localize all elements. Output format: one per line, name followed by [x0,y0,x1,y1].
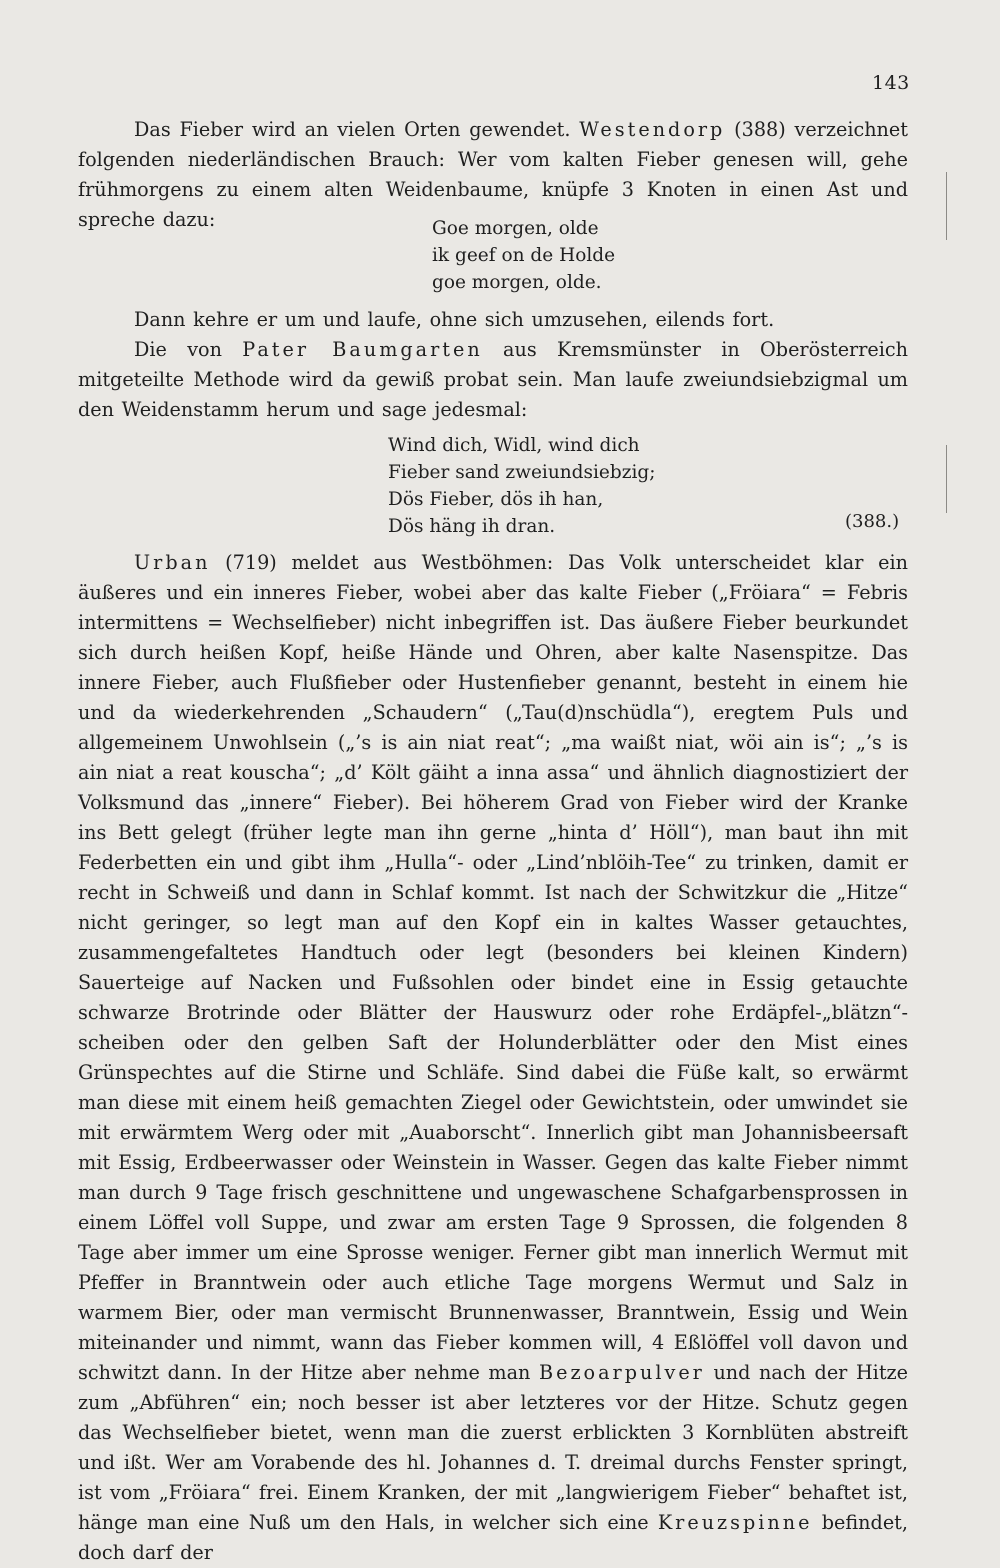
verse-line: goe morgen, olde. [432,272,602,293]
verse-dutch [432,215,615,296]
verse-line: Dös Fieber, dös ih han, [388,489,604,510]
paragraph-body-text: befindet, doch darf der [78,1511,908,1564]
author-name-baumgarten: Pater Baumgarten [242,338,483,361]
author-name-westendorp: Westendorp [579,118,726,141]
margin-line-lower [946,445,947,513]
paragraph-baumgarten [78,335,908,425]
paragraph-body-text: Dann kehre er um und laufe, ohne sich umzusehen, eilends fort. [134,308,775,331]
term-bezoarpulver: Bezoarpulver [538,1361,705,1384]
verse-citation: (388.) [845,511,900,532]
paragraph-body-text: und nach der Hitze zum „Abführen“ ein; noch besser ist aber letzteres vor der Hitze. Schutz gegen das Wechselfieber bietet, wenn man die zuerst erblickten 3 Kornblüten abstreift und ißt. Wer am Vorabende des hl. Johannes d. T. dreimal durchs Fenster springt, ist vom „Fröiara“ frei. Einem Kranken, der mit „langwierigem Fieber“ behaftet ist, hänge man eine Nuß um den Hals, in welcher sich eine [78,1361,908,1534]
paragraph-body-text: (719) meldet aus Westböhmen: Das Volk unterscheidet klar ein äußeres und ein inneres Fieber, wobei aber das kalte Fieber („Fröiara“ = Febris intermittens = Wechselfieber) nicht inbegriffen ist. Das äußere Fieber beurkundet sich durch heißen Kopf, heiße Hände und Ohren, aber kalte Nasenspitze. Das innere Fieber, auch Flußfieber oder Hustenfieber genannt, besteht in einem hie und da wiederkehrenden „Schaudern“ („Tau(d)nschüdla“), eregtem Puls und allgemeinem Unwohlsein („’s is ain niat reat“; „ma waißt niat, wöi ain is“; „’s is ain niat a reat kouscha“; „d’ Költ gäiht a inna assa“ und ähnlich diagnostiziert der Volksmund das „innere“ Fieber). Bei höherem Grad von Fieber wird der Kranke ins Bett gelegt (früher legte man ihn gerne „hinta d’ Höll“), man baut ihn mit Federbetten ein und gibt ihm „Hulla“- oder „Lind’nblöih-Tee“ zu trinken, damit er recht in Schweiß und dann in Schlaf kommt. Ist nach der Schwitzkur die „Hitze“ nicht geringer, so legt man auf den Kopf ein in kaltes Wasser getauchtes, zusammengefaltetes Handtuch oder legt (besonders bei kleinen Kindern) Sauerteige auf Nacken und Fußsohlen oder bindet eine in Essig getauchte schwarze Brotrinde oder Blätter der Hauswurz oder rohe Erdäpfel-„blätzn“-scheiben oder den gelben Saft der Holunderblätter oder den Mist eines Grünspechtes auf die Stirne und Schläfe. Sind dabei die Füße kalt, so erwärmt man diese mit einem heiß gemachten Ziegel oder Gewichtstein, oder umwindet sie mit erwärmtem Werg oder mit „Auaborscht“. Innerlich gibt man Johannisbeersaft mit Essig, Erdbeerwasser oder Weinstein in Wasser. Gegen das kalte Fieber nimmt man durch 9 Tage frisch geschnittene und ungewaschene Schafgarbensprossen in einem Löffel voll Suppe, und zwar am ersten Tage 9 Sprossen, die folgenden 8 Tage aber immer um eine Sprosse weniger. Ferner gibt man innerlich Wermut mit Pfeffer in Branntwein oder auch etliche Tage morgens Wermut und Salz in warmem Bier, oder man vermischt Brunnenwasser, Branntwein, Essig und Wein miteinander und nimmt, wann das Fieber kommen will, 4 Eßlöffel voll davon und schwitzt dann. In der Hitze aber nehme man [78,551,908,1384]
margin-line-upper [946,172,947,240]
author-name-urban: Urban [134,551,211,574]
verse-bavarian [388,432,655,540]
paragraph-body-text: aus Kremsmünster in Oberösterreich mitgeteilte Methode wird da gewiß probat sein. Man laufe zweiundsiebzigmal um den Weidenstamm herum und sage jedesmal: [78,338,908,421]
paragraph-lead-text: Das Fieber wird an vielen Orten gewendet. [134,118,580,141]
verse-line: ik geef on de Holde [432,245,616,266]
verse-line: Goe morgen, olde [432,218,599,239]
page-number: 143 [872,72,910,94]
paragraph-lead-text: Die von [134,338,243,361]
verse-line: Dös häng ih dran. [388,516,556,537]
paragraph-return [78,305,908,335]
paragraph-body-text: (388) verzeichnet folgenden niederländischen Brauch: Wer vom kalten Fieber genesen will, gehe frühmorgens zu einem alten Weidenbaume, knüpfe 3 Knoten in einen Ast und spreche dazu: [78,118,908,231]
verse-line: Fieber sand zweiundsiebzig; [388,462,656,483]
verse-line: Wind dich, Widl, wind dich [388,435,640,456]
paragraph-urban [78,548,908,1568]
term-kreuzspinne: Kreuzspinne [657,1511,813,1534]
